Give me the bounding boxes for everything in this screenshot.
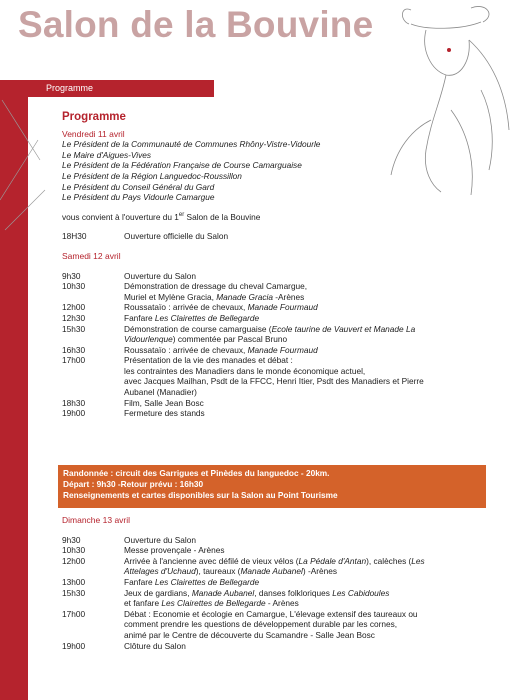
schedule-time: [62, 598, 124, 609]
schedule-row: [62, 355, 482, 366]
schedule-description: Fanfare Les Clairettes de Bellegarde: [124, 312, 260, 323]
schedule-time: 13h00: [62, 576, 86, 587]
randonnee-line: Départ : 9h30 -Retour prévu : 16h30: [63, 479, 204, 489]
schedule-description: Messe provençale - Arènes: [124, 545, 225, 556]
schedule-description: Fermeture des stands: [124, 408, 205, 419]
left-decoration: [0, 80, 60, 700]
schedule-description: Roussataïo : arrivée de chevaux, Manade Fourmaud: [124, 344, 318, 355]
schedule-row: [62, 408, 482, 419]
schedule-row: [62, 366, 482, 377]
schedule-time: [62, 292, 124, 303]
schedule-time: [62, 366, 124, 377]
section-bar: Programme: [36, 80, 214, 97]
saturday-date: Samedi 12 avril: [62, 250, 121, 261]
schedule-description: Roussataïo : arrivée de chevaux, Manade Fourmaud: [124, 302, 318, 313]
schedule-row: [62, 588, 482, 599]
schedule-description: Démonstration de course camarguaise (Ecole taurine de Vauvert et Manade La: [124, 323, 416, 334]
schedule-description: Clôture du Salon: [124, 640, 186, 651]
friday-host: Le Maire d'Aigues-Vives: [62, 149, 152, 160]
schedule-row: [62, 271, 482, 282]
schedule-time: 15h30: [62, 587, 86, 598]
schedule-description: avec Jacques Mailhan, Psdt de la FFCC, Henri Itier, Psdt des Manadiers et Pierre: [124, 376, 424, 387]
friday-host: Le Président du Pays Vidourle Camargue: [62, 192, 215, 203]
schedule-row: [62, 281, 482, 292]
schedule-description: Jeux de gardians, Manade Aubanel, danses folkloriques Les Cabidoules: [124, 587, 390, 598]
schedule-time: 19h00: [62, 408, 86, 419]
schedule-row: [62, 598, 482, 609]
schedule-description: Vidourlenque) commentée par Pascal Bruno: [124, 334, 288, 345]
schedule-row: [62, 535, 482, 546]
schedule-time: 18h30: [62, 397, 86, 408]
schedule-time: [62, 334, 124, 345]
sunday-schedule: [62, 535, 482, 652]
schedule-row: [62, 334, 482, 345]
schedule-row: [62, 398, 482, 409]
page-title: Salon de la Bouvine: [18, 4, 374, 45]
schedule-time: 16h30: [62, 344, 86, 355]
schedule-time: 12h00: [62, 555, 86, 566]
schedule-time: [62, 387, 124, 398]
programme-content: [62, 112, 482, 419]
schedule-row: [62, 324, 482, 335]
schedule-row: [62, 556, 482, 567]
schedule-time: 12h00: [62, 302, 86, 313]
schedule-row: [62, 609, 482, 620]
schedule-description: Présentation de la vie des manades et débat :: [124, 355, 293, 366]
schedule-row: [62, 577, 482, 588]
randonnee-box: [58, 465, 486, 508]
schedule-row: [62, 313, 482, 324]
schedule-time: 9h30: [62, 270, 81, 281]
schedule-row: [62, 345, 482, 356]
schedule-description: Attelages d'Uchaud), taureaux (Manade Aubanel) -Arènes: [124, 566, 337, 577]
schedule-description: Muriel et Mylène Gracia, Manade Gracia -Arènes: [124, 291, 305, 302]
schedule-time: 19h00: [62, 640, 86, 651]
schedule-description: Démonstration de dressage du cheval Camargue,: [124, 281, 308, 292]
schedule-time: 17h00: [62, 608, 86, 619]
schedule-time: [62, 566, 124, 577]
schedule-description: comment prendre les questions de développement durable par les cornes,: [124, 619, 398, 630]
schedule-time: [62, 376, 124, 387]
schedule-row: [62, 630, 482, 641]
schedule-description: les contraintes des Manadiers dans le monde économique actuel,: [124, 365, 366, 376]
schedule-row: [62, 545, 482, 556]
schedule-row: [62, 566, 482, 577]
friday-host: Le Président de la Communauté de Communes Rhôny-Vistre-Vidourle: [62, 139, 321, 150]
schedule-time: 10h30: [62, 545, 86, 556]
friday-host: Le Président du Conseil Général du Gard: [62, 181, 215, 192]
randonnee-line: Randonnée : circuit des Garrigues et Pinèdes du languedoc - 20km.: [63, 468, 330, 478]
randonnee-line: Renseignements et cartes disponibles sur la Salon au Point Tourisme: [63, 490, 338, 500]
schedule-time: 12h30: [62, 312, 86, 323]
schedule-row: [62, 641, 482, 652]
schedule-description: Film, Salle Jean Bosc: [124, 397, 204, 408]
schedule-time: [62, 630, 124, 641]
sunday-section: [62, 515, 482, 651]
schedule-description: et fanfare Les Clairettes de Bellegarde - Arènes: [124, 598, 299, 609]
schedule-time: 15h30: [62, 323, 86, 334]
schedule-row: [62, 376, 482, 387]
schedule-row: [62, 387, 482, 398]
sunday-date: Dimanche 13 avril: [62, 515, 131, 525]
schedule-row: [62, 292, 482, 303]
schedule-description: Arrivée à l'ancienne avec défilé de vieux vélos (La Pédale d'Antan), calèches (Les: [124, 555, 425, 566]
schedule-time: 9h30: [62, 534, 81, 545]
friday-invite: vous convient à l'ouverture du 1er Salon de la Bouvine: [62, 211, 261, 222]
saturday-schedule: [62, 271, 482, 419]
friday-host: Le Président de la Région Languedoc-Roussillon: [62, 170, 242, 181]
programme-heading: Programme: [62, 111, 126, 123]
schedule-description: animé par le Centre de découverte du Scamandre - Salle Jean Bosc: [124, 629, 375, 640]
friday-date: Vendredi 11 avril: [62, 128, 125, 139]
schedule-description: Ouverture du Salon: [124, 534, 196, 545]
friday-host: Le Président de la Fédération Française de Course Camarguaise: [62, 160, 302, 171]
schedule-time: 10h30: [62, 281, 86, 292]
schedule-row: [62, 619, 482, 630]
schedule-description: Aubanel (Manadier): [124, 387, 197, 398]
schedule-time: 17h00: [62, 355, 86, 366]
schedule-description: Fanfare Les Clairettes de Bellegarde: [124, 576, 260, 587]
schedule-description: Ouverture du Salon: [124, 270, 196, 281]
friday-event: 18H30 Ouverture officielle du Salon: [62, 231, 229, 242]
schedule-description: Débat : Economie et écologie en Camargue, L'élevage extensif des taureaux ou: [124, 608, 418, 619]
schedule-time: [62, 619, 124, 630]
schedule-row: [62, 302, 482, 313]
